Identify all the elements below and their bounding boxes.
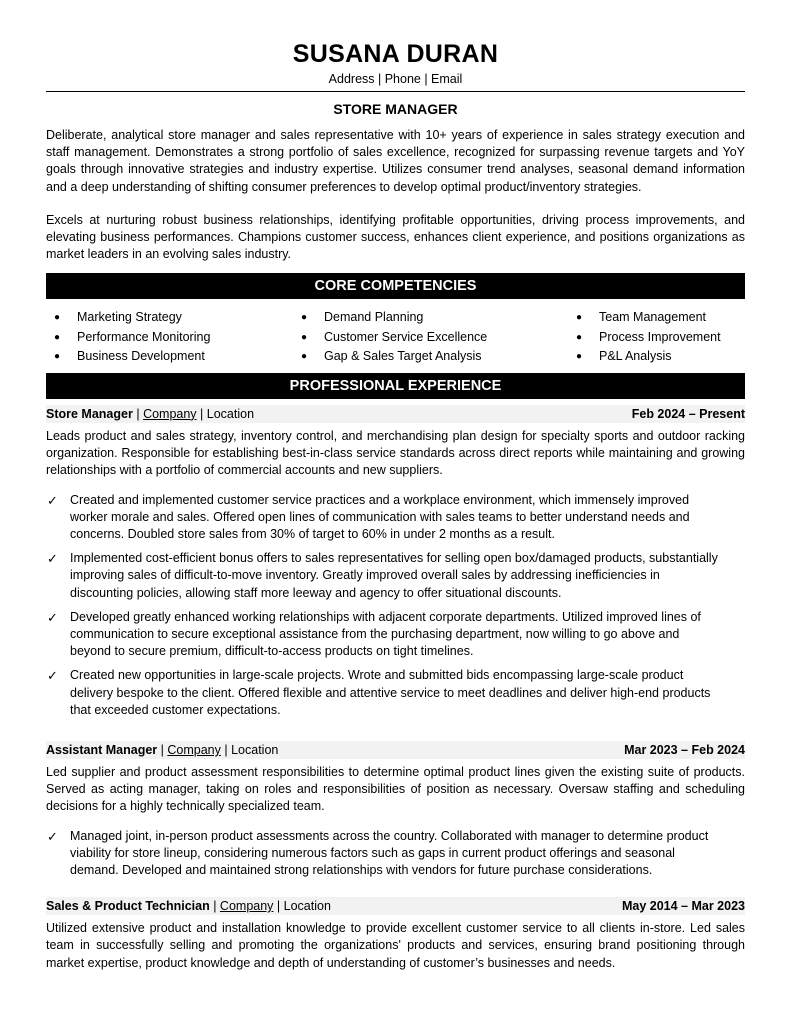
competency-item: ● Demand Planning [293,308,568,328]
separator: | [276,899,281,914]
role-company: Company [143,406,197,421]
summary-paragraph-2: Excels at nurturing robust business relationships, identifying profitable opportunities, driving process improvements, and elevating business performances. Champions customer success, enhances client experience, and positions organizations as market leaders in an evolving sales industry. [46,212,745,262]
competency-item: ● P&L Analysis [568,347,745,367]
role-description: Leads product and sales strategy, inventory control, and merchandising plan design for specialty sports and outdoor racking organization. Responsible for establishing best-in-class service standards across direct reports while maintaining and growing relationships with a portfolio of commercial accounts and new suppliers. [46,428,745,478]
role-company: Company [167,742,221,757]
achievement-text: Developed greatly enhanced working relationships with adjacent corporate departments. Utilized improved lines of communication to secure exceptional assistance from the purchasing department, now willing to go above and beyond to secure premium, difficult-to-access products on tight timelines. [70,609,701,659]
header-divider [46,91,745,92]
competency-item: ● Business Development [46,347,293,367]
achievement-item [46,492,745,544]
separator: | [136,406,140,421]
role-dates: Feb 2024 – Present [631,406,745,421]
experience-entry [46,741,745,879]
achievement-item [46,828,745,880]
role-location: Location [206,406,255,421]
separator: | [224,742,228,757]
checkmark-icon: ✓ [47,609,58,625]
role-company: Company [219,899,274,914]
competencies-column-1 [46,308,293,367]
candidate-name: SUSANA DURAN [292,40,499,68]
separator: | [200,406,204,421]
role-header [46,405,745,423]
competencies-grid [46,308,745,367]
achievement-text: Managed joint, in-person product assessments across the country. Collaborated with manager to determine product viability for store lineup, considering numerous factors such as gaps in current product offerings and seasonal demand. Developed and maintained strong relationships with vendors for future purchase considerations. [70,828,709,877]
achievement-item [46,667,745,719]
experience-entry [46,897,745,972]
separator: | [213,899,217,914]
separator: | [160,742,164,757]
competency-item: ● Performance Monitoring [46,328,293,348]
experience-list [46,405,745,972]
role-title: Sales & Product Technician [46,899,210,914]
summary-paragraph-1: Deliberate, analytical store manager and sales representative with 10+ years of experience in sales strategy execution and staff management. Demonstrates a strong portfolio of sales excellence, recognized for surpassing revenue targets and YoY goals through innovative strategies and industry expertise. Utilizes consumer trend analyses, seasonal demand information and a deep understanding of shifting consumer preferences to develop optimal product/inventory strategies. [46,128,745,194]
role-header [46,741,745,759]
achievement-item [46,550,745,602]
professional-summary [46,127,745,263]
role-header [46,897,745,915]
achievement-list [46,492,745,719]
competency-item: ● Process Improvement [568,328,745,348]
checkmark-icon: ✓ [47,492,58,508]
role-title: Assistant Manager [46,742,158,757]
competency-item: ● Marketing Strategy [46,308,293,328]
target-job-title: STORE MANAGER [333,101,458,117]
role-heading-left [46,405,254,423]
role-location: Location [283,899,331,914]
role-location: Location [231,742,279,757]
checkmark-icon: ✓ [47,551,58,567]
experience-entry [46,405,745,719]
contact-line: Address | Phone | Email [328,72,463,86]
achievement-text: Implemented cost-efficient bonus offers to sales representatives for selling open box/damaged products, substantially improving sales of difficult-to-move inventory. Greatly improved overall sales by addressing inefficiencies in discounting policies, allowing staff more leeway and agency to offer situational discounts. [70,551,718,600]
achievement-text: Created new opportunities in large-scale projects. Wrote and submitted bids encompassing large-scale product delivery bespoke to the client. Offered flexible and attentive service to meet deadlines and deliver high-end products that exceeded customer expectations. [70,668,711,717]
achievement-list [46,828,745,880]
checkmark-icon: ✓ [47,828,58,844]
achievement-item [46,609,745,661]
role-heading-left [46,897,331,915]
competency-item: ● Gap & Sales Target Analysis [293,347,568,367]
professional-experience-heading: PROFESSIONAL EXPERIENCE [46,373,745,399]
competency-item: ● Team Management [568,308,745,328]
competencies-column-2 [293,308,568,367]
role-heading-left [46,741,278,759]
checkmark-icon: ✓ [47,668,58,684]
role-dates: May 2014 – Mar 2023 [621,899,745,914]
competency-item: ● Customer Service Excellence [293,328,568,348]
role-description: Led supplier and product assessment responsibilities to determine optimal product lines given the existing suite of products. Served as acting manager, taking on roles and responsibilities of position as necessary. Oversaw staffing and scheduling decisions for a highly technically specialized team. [46,764,745,814]
achievement-text: Created and implemented customer service practices and a workplace environment, which immensely improved worker morale and sales. Offered open lines of communication with sales teams to better understand needs and concerns. Doubled store sales from 30% of target to 60% in under 2 months as a result. [70,492,690,541]
competencies-column-3 [568,308,745,367]
role-description: Utilized extensive product and installation knowledge to provide excellent customer service to all clients in-store. Led sales team in successfully selling and promoting the organizations' products and services, ensuring brand positioning through market expertise, product knowledge and depth of understanding of customer’s businesses and needs. [46,921,745,970]
role-dates: Mar 2023 – Feb 2024 [624,742,745,757]
role-title: Store Manager [46,406,133,421]
core-competencies-heading: CORE COMPETENCIES [46,273,745,299]
